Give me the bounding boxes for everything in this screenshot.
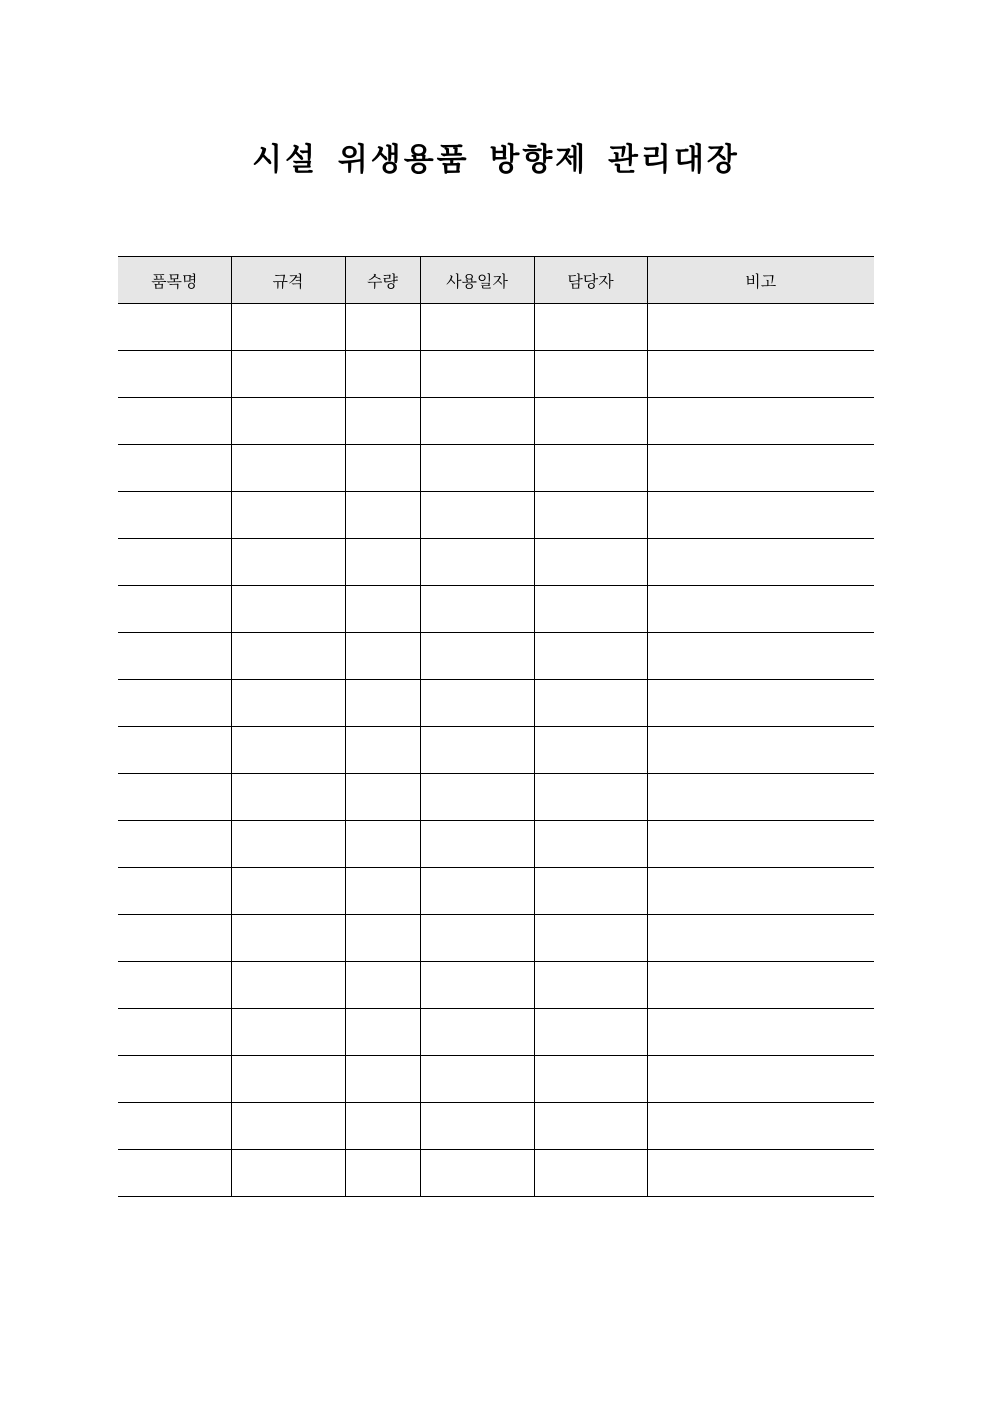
cell-date-of-use[interactable]: [420, 398, 534, 445]
cell-item-name[interactable]: [118, 774, 231, 821]
cell-quantity[interactable]: [345, 680, 420, 727]
cell-item-name[interactable]: [118, 304, 231, 351]
cell-specification[interactable]: [231, 1009, 345, 1056]
cell-quantity[interactable]: [345, 351, 420, 398]
cell-remarks[interactable]: [647, 586, 874, 633]
table-row: [118, 492, 874, 539]
table-body: [118, 304, 874, 1197]
cell-remarks[interactable]: [647, 633, 874, 680]
cell-quantity[interactable]: [345, 633, 420, 680]
cell-date-of-use[interactable]: [420, 774, 534, 821]
header-quantity: 수량: [345, 257, 420, 304]
cell-date-of-use[interactable]: [420, 915, 534, 962]
cell-item-name[interactable]: [118, 1103, 231, 1150]
cell-person-in-charge[interactable]: [534, 1009, 647, 1056]
cell-quantity[interactable]: [345, 1056, 420, 1103]
cell-date-of-use[interactable]: [420, 868, 534, 915]
header-remarks: 비고: [647, 257, 874, 304]
cell-date-of-use[interactable]: [420, 633, 534, 680]
cell-item-name[interactable]: [118, 727, 231, 774]
cell-person-in-charge[interactable]: [534, 492, 647, 539]
table-row: [118, 351, 874, 398]
cell-person-in-charge[interactable]: [534, 445, 647, 492]
cell-date-of-use[interactable]: [420, 586, 534, 633]
cell-quantity[interactable]: [345, 586, 420, 633]
cell-remarks[interactable]: [647, 492, 874, 539]
cell-item-name[interactable]: [118, 539, 231, 586]
cell-person-in-charge[interactable]: [534, 633, 647, 680]
table-row: [118, 868, 874, 915]
cell-person-in-charge[interactable]: [534, 398, 647, 445]
cell-remarks[interactable]: [647, 915, 874, 962]
cell-date-of-use[interactable]: [420, 304, 534, 351]
cell-item-name[interactable]: [118, 633, 231, 680]
table-row: [118, 539, 874, 586]
table-row: [118, 398, 874, 445]
cell-item-name[interactable]: [118, 1009, 231, 1056]
cell-specification[interactable]: [231, 1150, 345, 1197]
table-row: [118, 633, 874, 680]
cell-remarks[interactable]: [647, 351, 874, 398]
cell-date-of-use[interactable]: [420, 539, 534, 586]
table-row: [118, 445, 874, 492]
cell-item-name[interactable]: [118, 1150, 231, 1197]
cell-quantity[interactable]: [345, 962, 420, 1009]
cell-specification[interactable]: [231, 304, 345, 351]
cell-specification[interactable]: [231, 1056, 345, 1103]
cell-person-in-charge[interactable]: [534, 680, 647, 727]
cell-person-in-charge[interactable]: [534, 1103, 647, 1150]
cell-date-of-use[interactable]: [420, 1056, 534, 1103]
header-specification: 규격: [231, 257, 345, 304]
page-title: 시설 위생용품 방향제 관리대장: [252, 142, 740, 178]
table-row: [118, 304, 874, 351]
cell-person-in-charge[interactable]: [534, 304, 647, 351]
cell-specification[interactable]: [231, 586, 345, 633]
table-row: [118, 915, 874, 962]
cell-item-name[interactable]: [118, 821, 231, 868]
cell-person-in-charge[interactable]: [534, 1150, 647, 1197]
cell-specification[interactable]: [231, 821, 345, 868]
cell-specification[interactable]: [231, 962, 345, 1009]
cell-item-name[interactable]: [118, 398, 231, 445]
cell-item-name[interactable]: [118, 915, 231, 962]
table-row: [118, 962, 874, 1009]
cell-remarks[interactable]: [647, 868, 874, 915]
cell-remarks[interactable]: [647, 1150, 874, 1197]
cell-specification[interactable]: [231, 539, 345, 586]
cell-person-in-charge[interactable]: [534, 774, 647, 821]
cell-person-in-charge[interactable]: [534, 351, 647, 398]
cell-date-of-use[interactable]: [420, 727, 534, 774]
cell-item-name[interactable]: [118, 962, 231, 1009]
table-row: [118, 1056, 874, 1103]
cell-specification[interactable]: [231, 774, 345, 821]
cell-item-name[interactable]: [118, 445, 231, 492]
cell-specification[interactable]: [231, 868, 345, 915]
cell-quantity[interactable]: [345, 492, 420, 539]
cell-quantity[interactable]: [345, 915, 420, 962]
cell-item-name[interactable]: [118, 1056, 231, 1103]
table-row: [118, 1103, 874, 1150]
cell-remarks[interactable]: [647, 1056, 874, 1103]
cell-remarks[interactable]: [647, 962, 874, 1009]
cell-specification[interactable]: [231, 351, 345, 398]
cell-remarks[interactable]: [647, 821, 874, 868]
cell-item-name[interactable]: [118, 351, 231, 398]
cell-remarks[interactable]: [647, 445, 874, 492]
table-row: [118, 821, 874, 868]
cell-item-name[interactable]: [118, 680, 231, 727]
cell-person-in-charge[interactable]: [534, 962, 647, 1009]
cell-person-in-charge[interactable]: [534, 1056, 647, 1103]
cell-date-of-use[interactable]: [420, 680, 534, 727]
cell-person-in-charge[interactable]: [534, 868, 647, 915]
cell-remarks[interactable]: [647, 727, 874, 774]
cell-item-name[interactable]: [118, 586, 231, 633]
management-ledger-table: [118, 256, 874, 1197]
table-row: [118, 1150, 874, 1197]
cell-remarks[interactable]: [647, 1009, 874, 1056]
cell-quantity[interactable]: [345, 398, 420, 445]
cell-specification[interactable]: [231, 633, 345, 680]
table-row: [118, 1009, 874, 1056]
cell-person-in-charge[interactable]: [534, 821, 647, 868]
cell-quantity[interactable]: [345, 727, 420, 774]
cell-specification[interactable]: [231, 680, 345, 727]
cell-remarks[interactable]: [647, 539, 874, 586]
cell-remarks[interactable]: [647, 774, 874, 821]
cell-person-in-charge[interactable]: [534, 586, 647, 633]
cell-item-name[interactable]: [118, 492, 231, 539]
table-row: [118, 727, 874, 774]
cell-specification[interactable]: [231, 398, 345, 445]
cell-item-name[interactable]: [118, 868, 231, 915]
cell-quantity[interactable]: [345, 539, 420, 586]
cell-person-in-charge[interactable]: [534, 915, 647, 962]
cell-remarks[interactable]: [647, 680, 874, 727]
cell-quantity[interactable]: [345, 1009, 420, 1056]
cell-remarks[interactable]: [647, 304, 874, 351]
cell-date-of-use[interactable]: [420, 492, 534, 539]
table-row: [118, 774, 874, 821]
table-row: [118, 680, 874, 727]
cell-remarks[interactable]: [647, 398, 874, 445]
cell-quantity[interactable]: [345, 868, 420, 915]
table-row: [118, 586, 874, 633]
cell-specification[interactable]: [231, 492, 345, 539]
cell-quantity[interactable]: [345, 1150, 420, 1197]
cell-date-of-use[interactable]: [420, 962, 534, 1009]
cell-specification[interactable]: [231, 727, 345, 774]
cell-date-of-use[interactable]: [420, 1103, 534, 1150]
cell-date-of-use[interactable]: [420, 445, 534, 492]
header-person-in-charge: 담당자: [534, 257, 647, 304]
header-item-name: 품목명: [118, 257, 231, 304]
cell-quantity[interactable]: [345, 1103, 420, 1150]
cell-specification[interactable]: [231, 445, 345, 492]
cell-quantity[interactable]: [345, 821, 420, 868]
cell-quantity[interactable]: [345, 304, 420, 351]
cell-specification[interactable]: [231, 1103, 345, 1150]
header-date-of-use: 사용일자: [420, 257, 534, 304]
table-header-row: [118, 257, 874, 304]
cell-date-of-use[interactable]: [420, 1009, 534, 1056]
cell-person-in-charge[interactable]: [534, 539, 647, 586]
cell-person-in-charge[interactable]: [534, 727, 647, 774]
cell-date-of-use[interactable]: [420, 351, 534, 398]
cell-quantity[interactable]: [345, 445, 420, 492]
cell-date-of-use[interactable]: [420, 821, 534, 868]
cell-specification[interactable]: [231, 915, 345, 962]
cell-quantity[interactable]: [345, 774, 420, 821]
cell-remarks[interactable]: [647, 1103, 874, 1150]
cell-date-of-use[interactable]: [420, 1150, 534, 1197]
